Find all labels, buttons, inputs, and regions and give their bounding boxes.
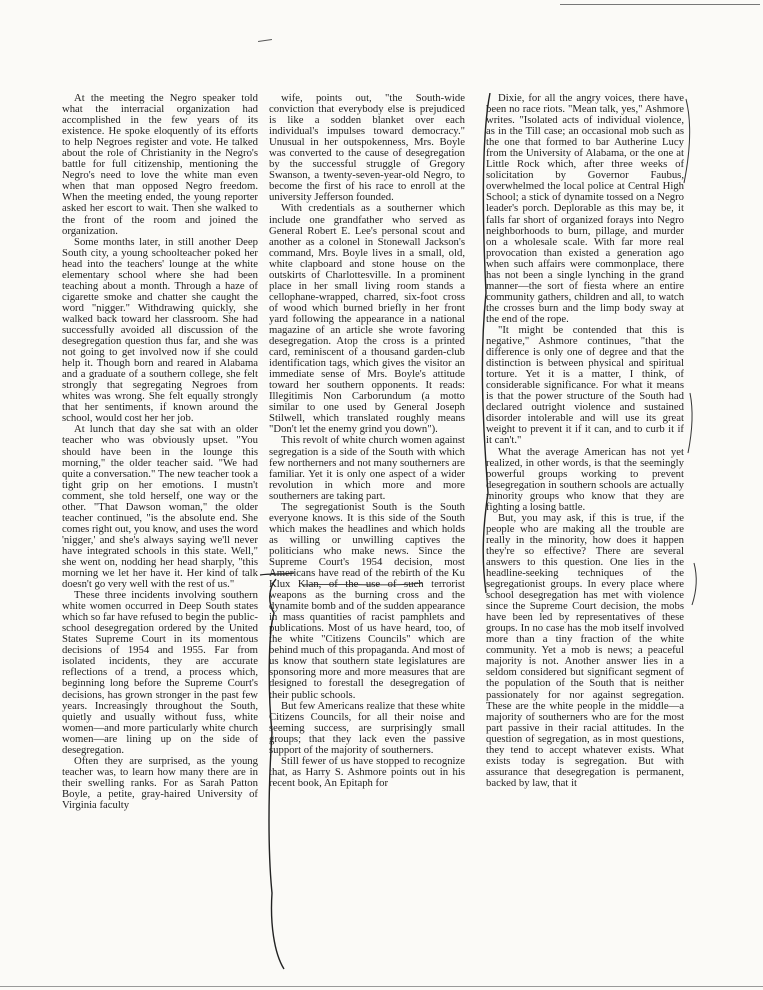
paragraph: This revolt of white church women against segregation is a side of the South with which few northerners and not many southerners are familiar. Yet it is only one aspect of a wider revolution in which more and more southerners are taking part. bbox=[269, 434, 465, 502]
paragraph: Often they are surprised, as the young teacher was, to learn how many there are in their swelling ranks. For as Sarah Patton Boyle, a petite, gray-haired University of Virginia faculty bbox=[62, 754, 258, 811]
paragraph: Still fewer of us have stopped to recognize that, as Harry S. Ashmore points out in his recent book, An Epitaph for bbox=[269, 754, 465, 789]
paragraph: Some months later, in still another Deep South city, a young schoolteacher poked her head into the teachers' lounge at the white elementary school where she had been teaching about a month. Through a haze of cigarette smoke and chatter she caught the word "nigger." Withdrawing quickly, she walked back toward her classroom. She had successfully avoided all discussion of the desegregation question thus far, and she was not going to get involved now if she could help it. Though born and reared in Alabama and a graduate of a southern college, she felt strongly that segregating Negroes from whites was wrong. She felt equally strongly that her sentiments, if known around the school, would cost her her job. bbox=[62, 235, 258, 425]
paragraph: With credentials as a southerner which include one grandfather who served as General Robert E. Lee's personal scout and another as a colonel in Stonewall Jackson's command, Mrs. Boyle lives in a small, old, white clapboard and stone house on the outskirts of Charlottesville. In a prominent place in her small living room stands a cellophane-wrapped, charred, six-foot cross of wood which burned briefly in her front yard following the appearance in a national magazine of an article she wrote favoring desegregation. Atop the cross is a printed card, reminiscent of a thousand garden-club identification tags, which gives the visitor an immediate sense of Mrs. Boyle's attitude toward her southern opponents. It reads: Illegitimis Non Carborundum (a motto similar to one used by General Joseph Stilwell, which translated roughly means "Don't let the enemy grind you down"). bbox=[269, 202, 465, 436]
paragraph: At the meeting the Negro speaker told what the interracial organization had accomplished in the few years of its existence. He spoke eloquently of its efforts to help Negroes register and vote. He talked about the role of Christianity in the Negro's battle for full citizenship, mentioning the Negro's need to love the white man even when that man opposed Negro freedom. When the meeting ended, the young reporter asked her escort to wait. Then she walked to the front of the room and joined the organization. bbox=[62, 92, 258, 237]
paragraph: These three incidents involving southern white women occurred in Deep South states which so far have refused to begin the public-school desegregation ordered by the United States Supreme Court in its momentous decisions of 1954 and 1955. Far from isolated incidents, they are accurate reflections of a trend, a process which, beginning long before the Supreme Court's decisions, has grown stronger in the past few years. Increasingly throughout the South, quietly and usually without fuss, white women—and more particularly white church women—are lining up on the side of desegregation. bbox=[62, 589, 258, 756]
pen-tick-right-2 bbox=[688, 393, 692, 453]
text-column-1 bbox=[62, 93, 258, 811]
text-column-3 bbox=[486, 93, 684, 789]
paragraph: But few Americans realize that these white Citizens Councils, for all their noise and seeming success, are surprisingly small groups; that they lack even the passive support of the majority of southerners. bbox=[269, 699, 465, 756]
pen-tick-right-3 bbox=[692, 563, 696, 605]
pen-tick-right-1 bbox=[684, 99, 690, 183]
paragraph: The segregationist South is the South everyone knows. It is this side of the South which makes the headlines and which holds as willing or unwilling captives the politicians who make news. Since the Supreme Court's 1954 decision, most Americans have read of the rebirth of the Ku Klux Klan, of the use of such terrorist weapons as the burning cross and the dynamite bomb and of the sudden appearance in mass quantities of racist pamphlets and publications. Most of us have heard, too, of the white "Citizens Councils" which are behind much of this propaganda. And most of us know that southern state legislatures are sponsoring more and more measures that are designed to forestall the desegregation of their public schools. bbox=[269, 500, 465, 701]
bottom-edge-rule bbox=[0, 986, 763, 987]
paragraph: wife, points out, "the South-wide conviction that everybody else is prejudiced is like a sodden blanket over each individual's impulses toward democracy." Unusual in her outspokenness, Mrs. Boyle was converted to the cause of desegregation by the successful struggle of Gregory Swanson, a twenty-seven-year-old Negro, to become the first of his race to enroll at the university Jefferson founded. bbox=[269, 92, 465, 204]
paragraph: "It might be contended that this is negative," Ashmore continues, "that the difference is only one of degree and that the distinction is between physical and spiritual torture. Yet it is a matter, I think, of considerable significance. For what it means is that the power structure of the South had declared outright violence and sustained disorder intolerable and will use its great weight to prevent it if it can, and to curb it if it can't." bbox=[486, 323, 684, 447]
top-edge-rule bbox=[560, 4, 760, 5]
stray-pen-mark bbox=[258, 39, 272, 42]
paragraph: Dixie, for all the angry voices, there have been no race riots. "Mean talk, yes," Ashmore writes. "Isolated acts of individual violence, as in the Till case; an occasional mob such as the one that formed to bar Autherine Lucy from the University of Alabama, or the one at Little Rock which, after three weeks of solicitation by Governor Faubus, overwhelmed the local police at Central High School; a stick of dynamite tossed on a Negro leader's porch. Deplorable as this may be, it falls far short of organized forays into Negro neighborhoods to burn, pillage, and murder on a wholesale scale. With far more real provocation than existed a generation ago when such affairs were commonplace, there has not been a single lynching in the grand manner—the sort of fiesta where an entire community gathers, children and all, to watch the crosses burn and the limp body sway at the end of the rope. bbox=[486, 92, 684, 325]
paragraph: At lunch that day she sat with an older teacher who was obviously upset. "You should have been in the lounge this morning," the older teacher said. "We had quite a conversation." The new teacher took a tight grip on her emotions. I mustn't comment, she told herself, one way or the other. "That Dawson woman," the older teacher continued, "is the absolute end. She comes right out, you know, and uses the word 'nigger,' and she's always saying we'll never have integrated schools in this state. Well," she went on, nodding her head sharply, "this morning we let her have it. Her kind of talk doesn't go very well with the rest of us." bbox=[62, 423, 258, 591]
text-column-2 bbox=[269, 93, 465, 789]
article-page bbox=[62, 93, 707, 975]
paragraph: What the average American has not yet realized, in other words, is that the seemingly powerful groups working to prevent desegregation in southern schools are actually minority groups who know that they are fighting a losing battle. bbox=[486, 445, 684, 513]
paragraph: But, you may ask, if this is true, if the people who are making all the trouble are really in the minority, how does it happen they're so effective? There are several answers to this question. One lies in the headline-seeking techniques of the segregationist groups. In every place where school desegregation has met with violence since the Supreme Court decision, the mobs have been led by representatives of these groups. In no case has the mob itself involved more than a tiny fraction of the white community. Yet a mob is news; a peaceful majority is not. Another answer lies in a seldom considered but significant segment of the population of the South that is neither passionately for nor against segregation. These are the white people in the middle—a majority of southerners who are for the most part passive in their racial attitudes. In the question of segregation, as in most questions, they tend to accept whatever exists. What exists today is segregation. But with assurance that desegregation is permanent, backed by law, that it bbox=[486, 511, 684, 789]
